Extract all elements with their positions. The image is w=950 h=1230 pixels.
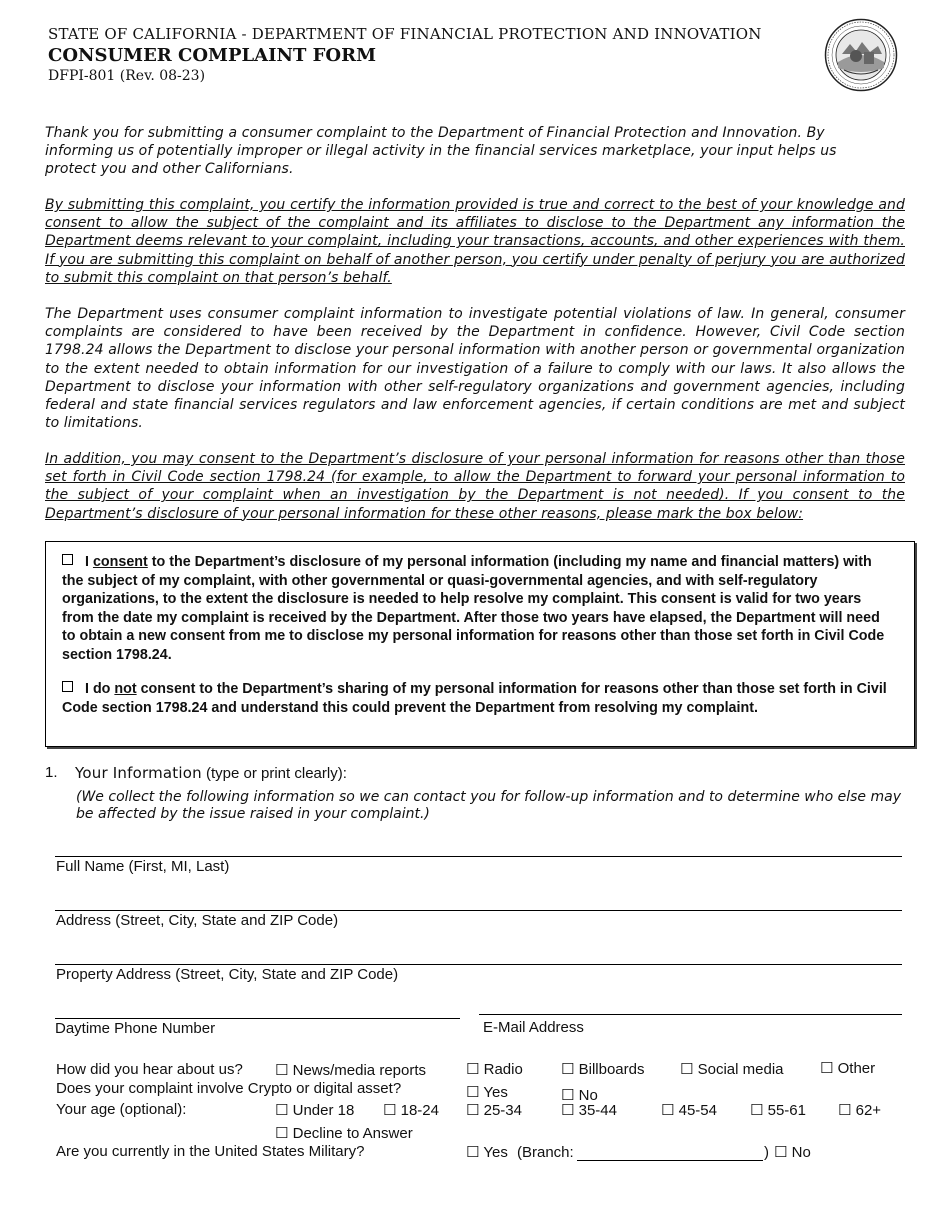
section-note: (We collect the following information so we can contact you for follow-up information and to determine who else may be affected by the issue raised in your complaint.) <box>76 789 901 822</box>
military-branch-close: ) <box>764 1144 769 1161</box>
intro-paragraph-certification: By submitting this complaint, you certify the information provided is true and correct to the best of your knowledge and consent to allow the subject of the complaint and its affiliates to disclose to the Department any information the Department deems relevant to your complaint, including your transactions, accounts, and other experiences with them. If you are submitting this complaint on behalf of another person, you certify under penalty of perjury you are authorized to submit this complaint on that person’s behalf. <box>45 197 905 286</box>
hear-about-label: How did you hear about us? <box>56 1061 243 1078</box>
consent-option-yes: I consent to the Department’s disclosure of my personal information (including my name and financial matters) with the subject of my complaint, with other governmental or quasi-governmental agencies, and with self-regulatory organizations, to the extent the disclosure is needed to help resolve my complaint. This consent is valid for two years from the date my complaint is received by the Department. After those two years have elapsed, the Department will need to obtain a new consent from me to disclose my personal information for reasons other than those set forth in Civil Code section 1798.24. <box>62 554 885 663</box>
full-name-label: Full Name (First, MI, Last) <box>56 858 230 875</box>
age-35-44-option[interactable]: ☐ 35-44 <box>561 1102 617 1119</box>
section-number: 1. <box>45 764 58 781</box>
age-label: Your age (optional): <box>56 1101 187 1118</box>
military-yes-option[interactable]: ☐ Yes <box>466 1144 508 1161</box>
hear-news-option[interactable]: ☐ News/media reports <box>275 1062 427 1079</box>
military-branch-label: (Branch: <box>517 1144 574 1161</box>
age-55-61-option[interactable]: ☐ 55-61 <box>750 1102 806 1119</box>
age-62plus-option[interactable]: ☐ 62+ <box>838 1102 882 1119</box>
consent-checkbox[interactable] <box>62 554 73 565</box>
age-under18-option[interactable]: ☐ Under 18 <box>275 1102 355 1119</box>
intro-paragraph-thanks: Thank you for submitting a consumer complaint to the Department of Financial Protection and Innovation. By informing us of potentially improper or illegal activity in the financial services marketplace, your input helps us protect you and other Californians. <box>45 125 837 178</box>
property-address-field[interactable] <box>55 964 902 965</box>
age-18-24-option[interactable]: ☐ 18-24 <box>383 1102 439 1119</box>
age-decline-option[interactable]: ☐ Decline to Answer <box>275 1125 413 1142</box>
full-name-field[interactable] <box>55 856 902 857</box>
crypto-label: Does your complaint involve Crypto or digital asset? <box>56 1080 402 1097</box>
phone-field[interactable] <box>55 1018 460 1019</box>
state-seal-icon <box>824 18 898 92</box>
military-label: Are you currently in the United States Military? <box>56 1143 365 1160</box>
military-branch-field[interactable] <box>577 1160 763 1161</box>
crypto-yes-option[interactable]: ☐ Yes <box>466 1084 508 1101</box>
military-no-option[interactable]: ☐ No <box>774 1144 811 1161</box>
form-title: CONSUMER COMPLAINT FORM <box>48 45 376 66</box>
hear-other-option[interactable]: ☐ Other <box>820 1060 876 1077</box>
hear-billboards-option[interactable]: ☐ Billboards <box>561 1061 645 1078</box>
no-consent-checkbox[interactable] <box>62 681 73 692</box>
property-address-label: Property Address (Street, City, State and ZIP Code) <box>56 966 399 983</box>
hear-social-option[interactable]: ☐ Social media <box>680 1061 784 1078</box>
crypto-no-option[interactable]: ☐ No <box>561 1087 598 1104</box>
hear-radio-option[interactable]: ☐ Radio <box>466 1061 523 1078</box>
age-45-54-option[interactable]: ☐ 45-54 <box>661 1102 717 1119</box>
section-title: Your Information (type or print clearly): <box>75 764 347 782</box>
form-number: DFPI-801 (Rev. 08-23) <box>48 68 206 84</box>
email-field[interactable] <box>479 1014 902 1015</box>
consent-option-no: I do not consent to the Department’s sharing of my personal information for reasons other than those set forth in Civil Code section 1798.24 and understand this could prevent the Department from resolving my complaint. <box>62 681 887 716</box>
agency-name: STATE OF CALIFORNIA - DEPARTMENT OF FINANCIAL PROTECTION AND INNOVATION <box>48 25 762 43</box>
intro-paragraph-confidentiality: The Department uses consumer complaint information to investigate potential violations of law. In general, consumer complaints are considered to have been received by the Department in confidence. However, Civil Code section 1798.24 allows the Department to disclose your personal information with another person or governmental organization to the extent needed to obtain information for our investigation of a failure to comply with our laws. It also allows the Department to disclose your information with other self-regulatory organizations and government agencies, including federal and state financial services regulators and law enforcement agencies, if certain conditions are met and subject to limitations. <box>45 306 905 432</box>
phone-label: Daytime Phone Number <box>55 1020 216 1037</box>
address-label: Address (Street, City, State and ZIP Code) <box>56 912 339 929</box>
age-25-34-option[interactable]: ☐ 25-34 <box>466 1102 522 1119</box>
consent-box <box>45 541 915 747</box>
address-field[interactable] <box>55 910 902 911</box>
email-label: E-Mail Address <box>483 1019 584 1036</box>
intro-paragraph-consent-info: In addition, you may consent to the Department’s disclosure of your personal information for reasons other than those set forth in Civil Code section 1798.24 (for example, to allow the Department to forward your personal information to the subject of your complaint when an investigation by the Department is not needed). If you consent to the Department’s disclosure of your personal information for these other reasons, please mark the box below: <box>45 451 905 522</box>
